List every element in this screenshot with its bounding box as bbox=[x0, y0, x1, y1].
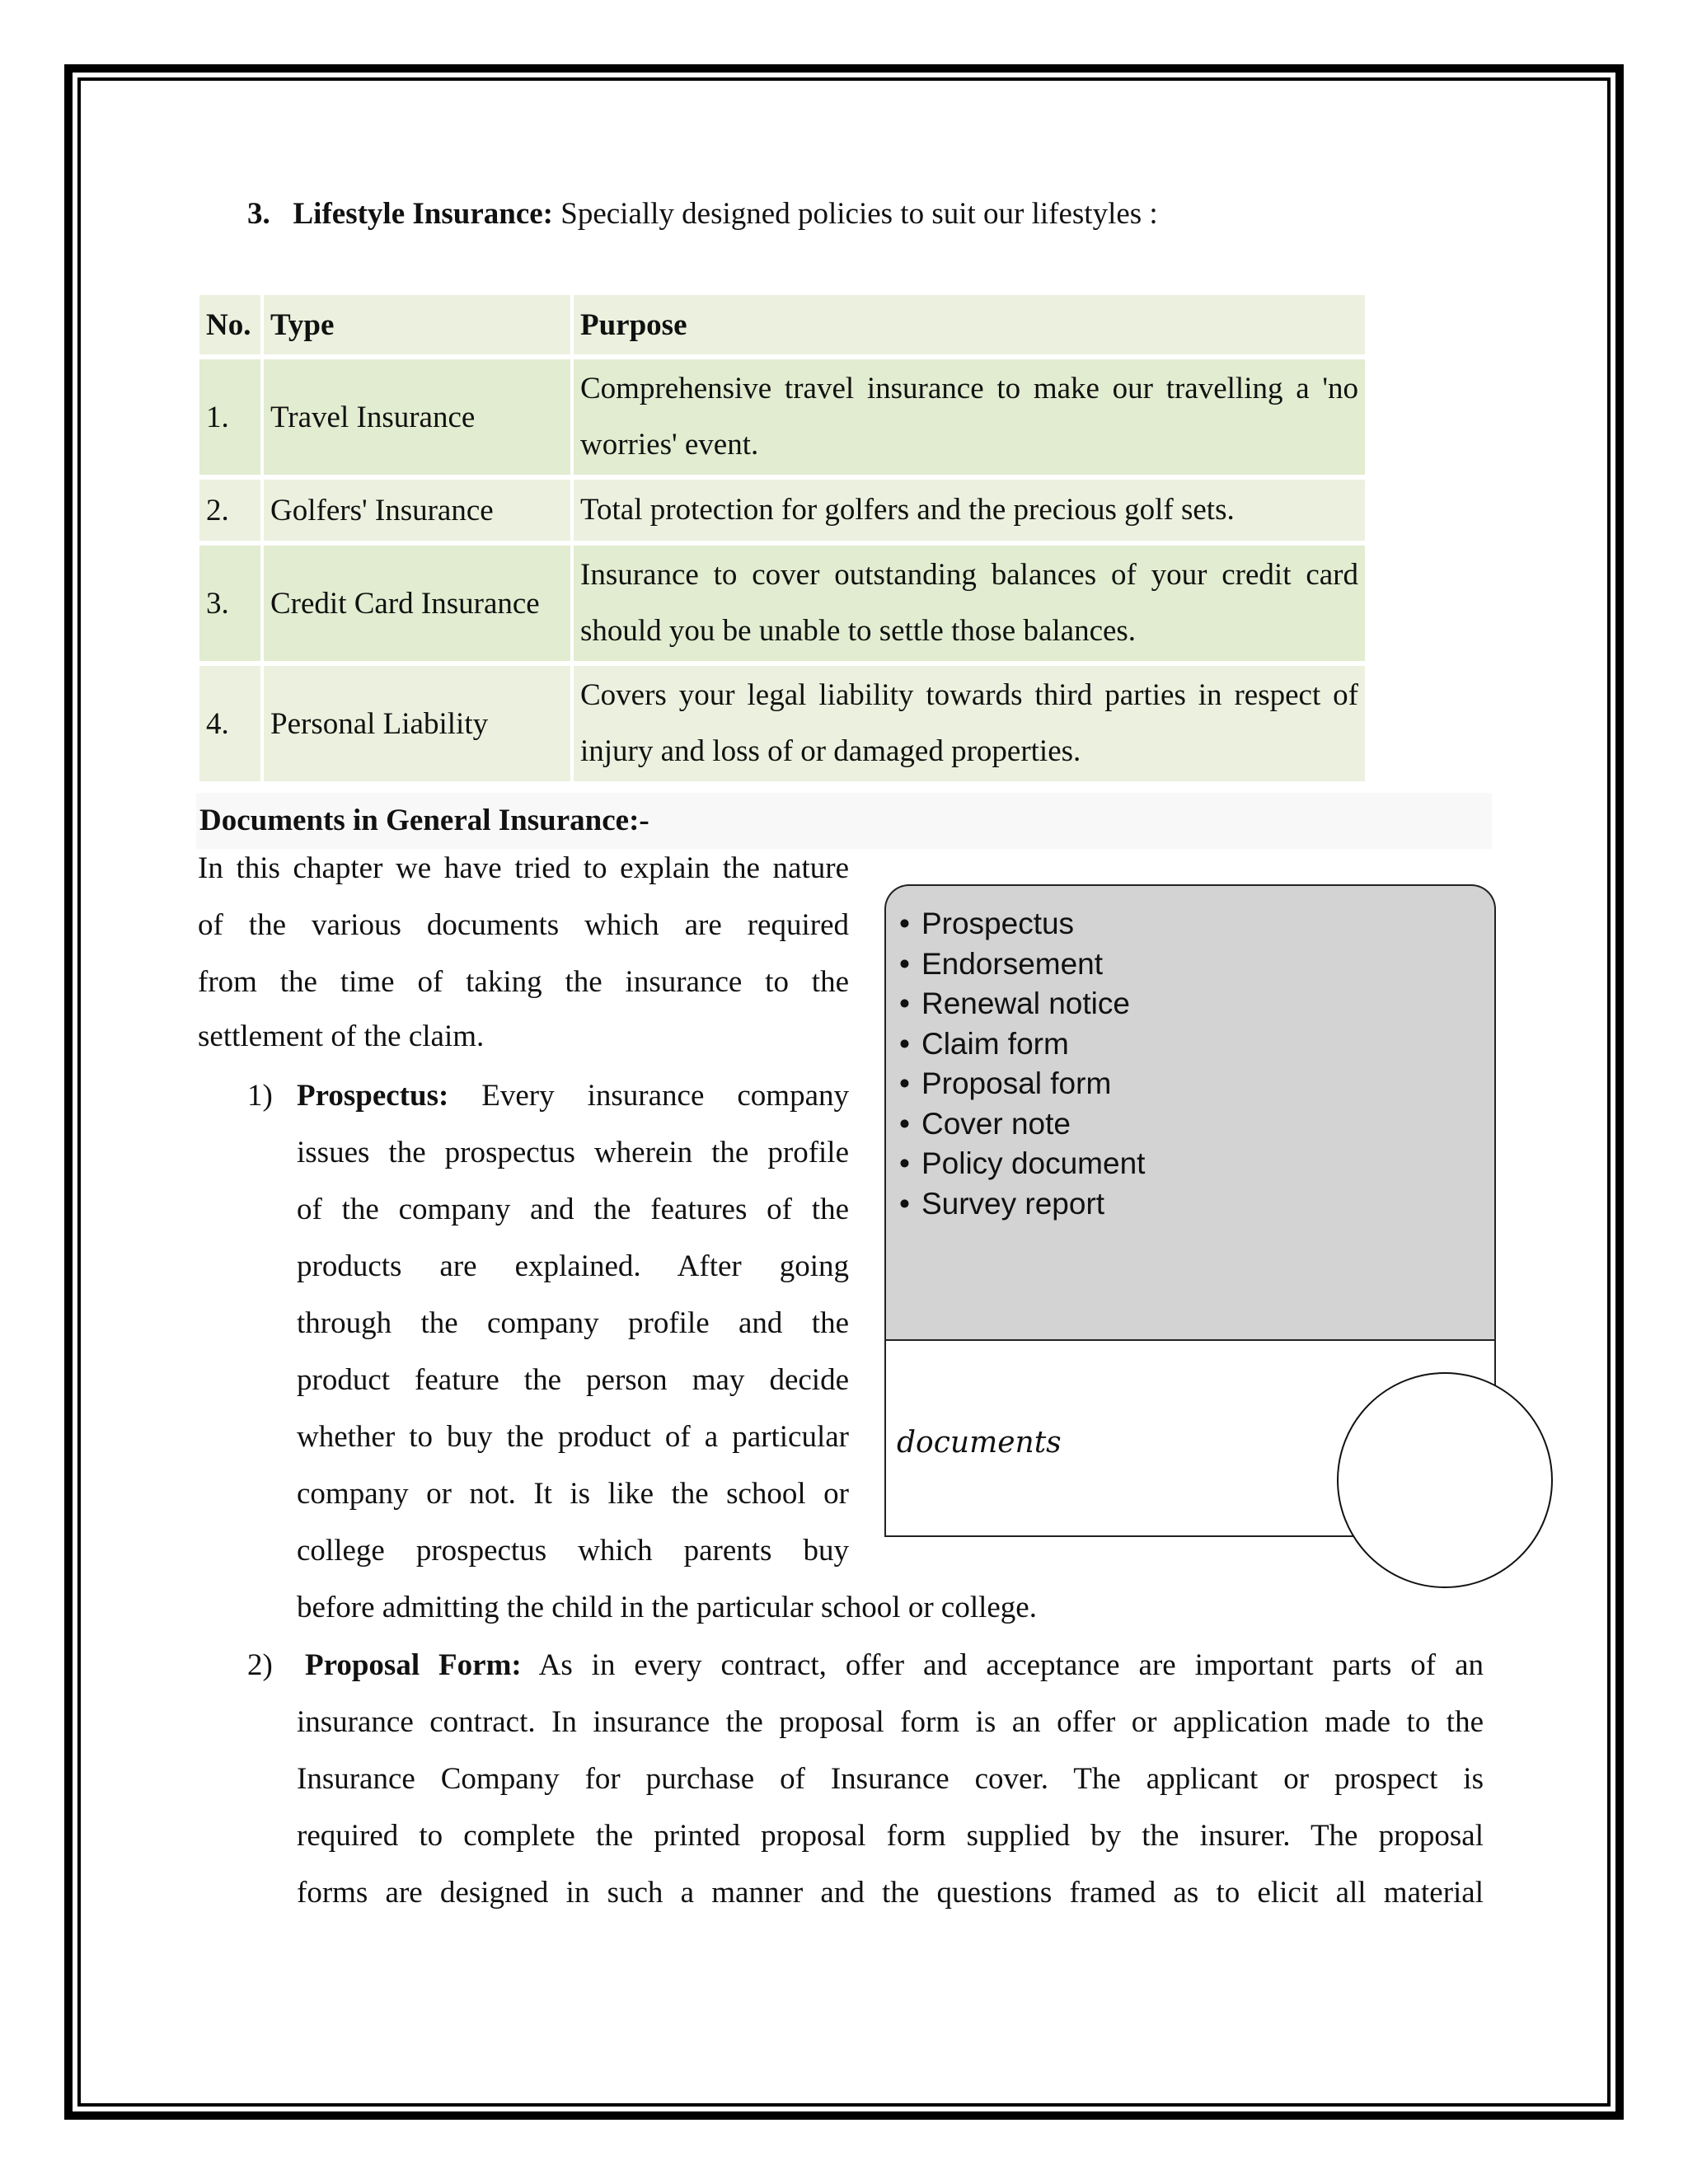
table-row bbox=[199, 359, 1365, 475]
proposal-line: forms are designed in such a manner and the questions framed as to elicit all material bbox=[297, 1876, 1484, 1910]
header-purpose: Purpose bbox=[574, 295, 1365, 354]
proposal-line: Insurance Company for purchase of Insurance cover. The applicant or prospect is bbox=[297, 1762, 1484, 1796]
intro-line: settlement of the claim. bbox=[198, 1019, 485, 1053]
list-item: • Claim form bbox=[899, 1024, 1494, 1065]
cell-purpose: Comprehensive travel insurance to make our travelling a 'no worries' event. bbox=[574, 359, 1365, 475]
prospectus-line: of the company and the features of the bbox=[297, 1193, 849, 1226]
proposal-line: insurance contract. In insurance the proposal form is an offer or application made to the bbox=[297, 1705, 1484, 1739]
prospectus-line: company or not. It is like the school or bbox=[297, 1477, 849, 1511]
header-no: No. bbox=[199, 295, 260, 354]
cell-no: 2. bbox=[199, 480, 260, 541]
cell-no: 1. bbox=[199, 359, 260, 475]
list-item: • Endorsement bbox=[899, 944, 1494, 985]
table-row bbox=[199, 546, 1365, 661]
prospectus-first-text: Every insurance company bbox=[448, 1079, 849, 1113]
prospectus-line: product feature the person may decide bbox=[297, 1363, 849, 1397]
prospectus-line: through the company profile and the bbox=[297, 1306, 849, 1340]
header-type: Type bbox=[264, 295, 570, 354]
proposal-number: 2) bbox=[247, 1648, 273, 1682]
table-row bbox=[199, 480, 1365, 541]
documents-list-box bbox=[884, 884, 1496, 1339]
documents-list bbox=[886, 886, 1494, 1224]
prospectus-number: 1) bbox=[247, 1079, 273, 1113]
documents-heading: Documents in General Insurance:- bbox=[196, 793, 1492, 849]
intro-line: of the various documents which are required bbox=[198, 908, 849, 942]
cell-type: Travel Insurance bbox=[264, 359, 570, 475]
cell-purpose: Insurance to cover outstanding balances of your credit card should you be unable to settle those balances. bbox=[574, 546, 1365, 661]
proposal-first-line bbox=[305, 1646, 1484, 1685]
proposal-line: required to complete the printed proposal form supplied by the insurer. The proposal bbox=[297, 1819, 1484, 1853]
intro-line: from the time of taking the insurance to the bbox=[198, 965, 849, 999]
list-item: • Cover note bbox=[899, 1104, 1494, 1145]
cell-no: 4. bbox=[199, 666, 260, 781]
circle-shape bbox=[1337, 1372, 1553, 1588]
list-item: • Proposal form bbox=[899, 1064, 1494, 1104]
heading-number: 3. bbox=[247, 197, 270, 231]
list-item: • Survey report bbox=[899, 1184, 1494, 1225]
prospectus-line: college prospectus which parents buy bbox=[297, 1534, 849, 1568]
heading-text: Specially designed policies to suit our lifestyles : bbox=[553, 197, 1158, 231]
cell-type: Credit Card Insurance bbox=[264, 546, 570, 661]
prospectus-first-line bbox=[297, 1076, 849, 1116]
list-item: • Policy document bbox=[899, 1144, 1494, 1184]
cell-type: Personal Liability bbox=[264, 666, 570, 781]
documents-caption: documents bbox=[897, 1426, 1062, 1460]
prospectus-line: whether to buy the product of a particular bbox=[297, 1420, 849, 1454]
table-header-row bbox=[199, 295, 1365, 354]
cell-purpose: Covers your legal liability towards third parties in respect of injury and loss of or damaged properties. bbox=[574, 666, 1365, 781]
cell-type: Golfers' Insurance bbox=[264, 480, 570, 541]
prospectus-title: Prospectus: bbox=[297, 1079, 449, 1113]
section-heading bbox=[247, 194, 1158, 234]
heading-title: Lifestyle Insurance: bbox=[293, 197, 553, 231]
proposal-first-text: As in every contract, offer and acceptance are important parts of an bbox=[521, 1648, 1484, 1682]
list-item: • Prospectus bbox=[899, 904, 1494, 944]
prospectus-last-line: before admitting the child in the particular school or college. bbox=[297, 1591, 1037, 1624]
prospectus-line: issues the prospectus wherein the profile bbox=[297, 1136, 849, 1169]
proposal-title: Proposal Form: bbox=[305, 1648, 522, 1682]
lifestyle-insurance-table bbox=[196, 295, 1368, 781]
cell-purpose: Total protection for golfers and the precious golf sets. bbox=[574, 480, 1365, 541]
table-row bbox=[199, 666, 1365, 781]
intro-line: In this chapter we have tried to explain the nature bbox=[198, 851, 849, 885]
cell-no: 3. bbox=[199, 546, 260, 661]
list-item: • Renewal notice bbox=[899, 984, 1494, 1024]
prospectus-line: products are explained. After going bbox=[297, 1249, 849, 1283]
